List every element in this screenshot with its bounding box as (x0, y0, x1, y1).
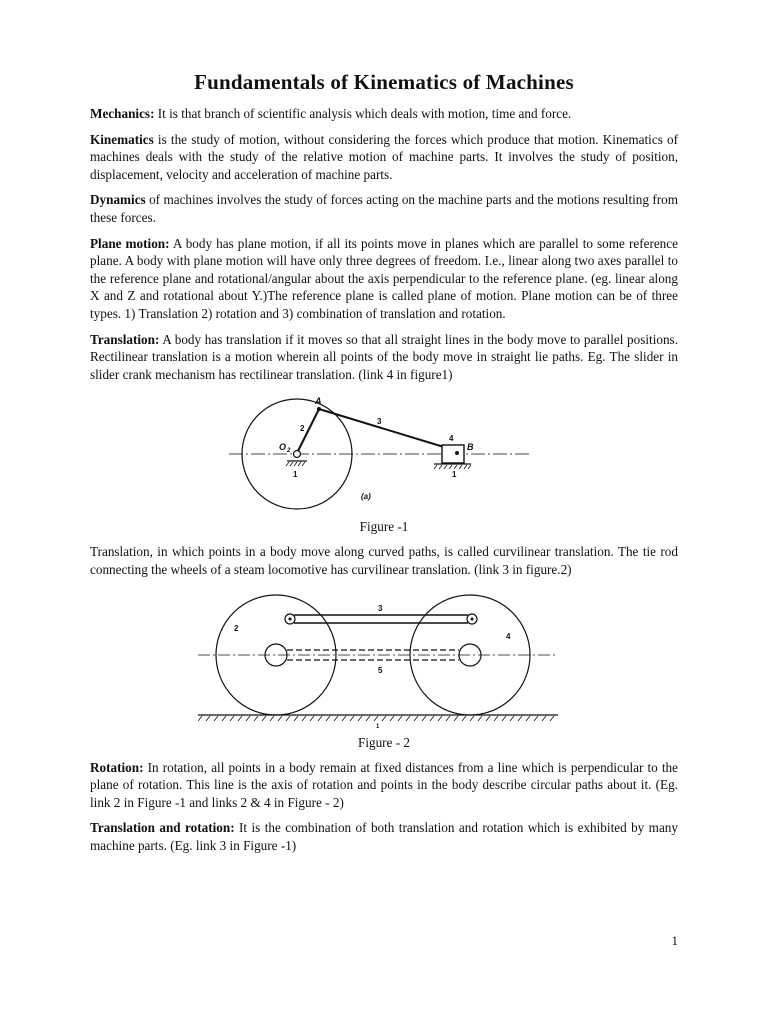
label-o2: O (279, 442, 287, 453)
label-link-5-frame: 5 (378, 665, 383, 675)
label-link-3: 3 (377, 417, 382, 427)
document-page (90, 70, 678, 862)
label-b: B (467, 442, 474, 453)
paragraph-translation-rotation: Translation and rotation: It is the combination of both translation and rotation which is exhibited by many machine parts. (Eg. link 3 in Figure -1) (90, 820, 678, 853)
term-mechanics: Mechanics: (90, 106, 155, 121)
label-link-1-ground: 1 (376, 723, 380, 729)
paragraph-plane-motion: Plane motion: A body has plane motion, if all its points move in planes which are parallel to some reference plane. A body with plane motion will have only three degrees of freedom. I.e., linear along two axes parallel to the reference plane and rotational/angular about the axis perpendicular to the reference plane. (eg. linear along X and Z and rotational about Y.)The reference plane is called plane of motion. Plane motion can be of three types. 1) Translation 2) rotation and 3) combination of translation and rotation. (90, 235, 678, 321)
term-plane-motion: Plane motion: (90, 235, 170, 251)
label-link-3-rod: 3 (378, 603, 383, 613)
label-link-4: 4 (449, 434, 454, 444)
label-link-1-left: 1 (293, 470, 298, 480)
paragraph-translation: Translation: A body has translation if it moves so that all straight lines in the body move to parallel positions. Rectilinear translation is a motion wherein all points of the body move in straight lie paths. Eg. The slider in slider crank mechanism has rectilinear translation. (link 4 in figure1) (90, 331, 678, 382)
term-translation-rotation: Translation and rotation: (90, 820, 235, 836)
paragraph-curvilinear: Translation, in which points in a body move along curved paths, is called curvilinear translation. The tie rod connecting the wheels of a steam locomotive has curvilinear translation. (link 3 in figure.2) (90, 544, 678, 577)
term-kinematics: Kinematics (90, 131, 154, 147)
figure-2-caption: Figure - 2 (357, 734, 410, 750)
page-number: 1 (671, 933, 678, 948)
pivot-o2 (294, 451, 301, 458)
page-title: Fundamentals of Kinematics of Machines (194, 70, 574, 94)
figure-1-slider-crank (229, 391, 539, 513)
label-sublabel-a: (a) (361, 492, 371, 502)
label-link-1-right: 1 (452, 470, 457, 480)
label-link-4-wheel: 4 (506, 631, 511, 641)
slider-link-4 (442, 445, 464, 463)
label-a: A (315, 396, 322, 407)
figure-1-caption: Figure -1 (359, 519, 409, 535)
figure-2-locomotive-wheels (198, 587, 570, 729)
term-dynamics: Dynamics (90, 192, 146, 208)
term-translation: Translation: (90, 331, 160, 347)
label-link-2-wheel: 2 (234, 623, 239, 633)
paragraph-dynamics: Dynamics of machines involves the study of forces acting on the machine parts and the motions resulting from these forces. (90, 192, 678, 225)
term-rotation: Rotation: (90, 759, 144, 775)
label-o2-sub: 2 (287, 448, 291, 455)
paragraph-mechanics: Mechanics: It is that branch of scientific analysis which deals with motion, time and force. (90, 106, 572, 121)
paragraph-rotation: Rotation: In rotation, all points in a body remain at fixed distances from a line which is perpendicular to the plane of rotation. This line is the axis of rotation and points in the body describe circular paths about it. (Eg. link 2 in Figure -1 and links 2 & 4 in Figure - 2) (90, 759, 678, 810)
connecting-rod-link-3 (319, 409, 457, 451)
paragraph-kinematics: Kinematics is the study of motion, without considering the forces which produce that motion. Kinematics of machines deals with the study of the relative motion of machine parts. It involves the study of position, displacement, velocity and acceleration of machine parts. (90, 131, 678, 182)
label-link-2: 2 (300, 424, 305, 434)
ground-hatch-2 (198, 716, 554, 721)
